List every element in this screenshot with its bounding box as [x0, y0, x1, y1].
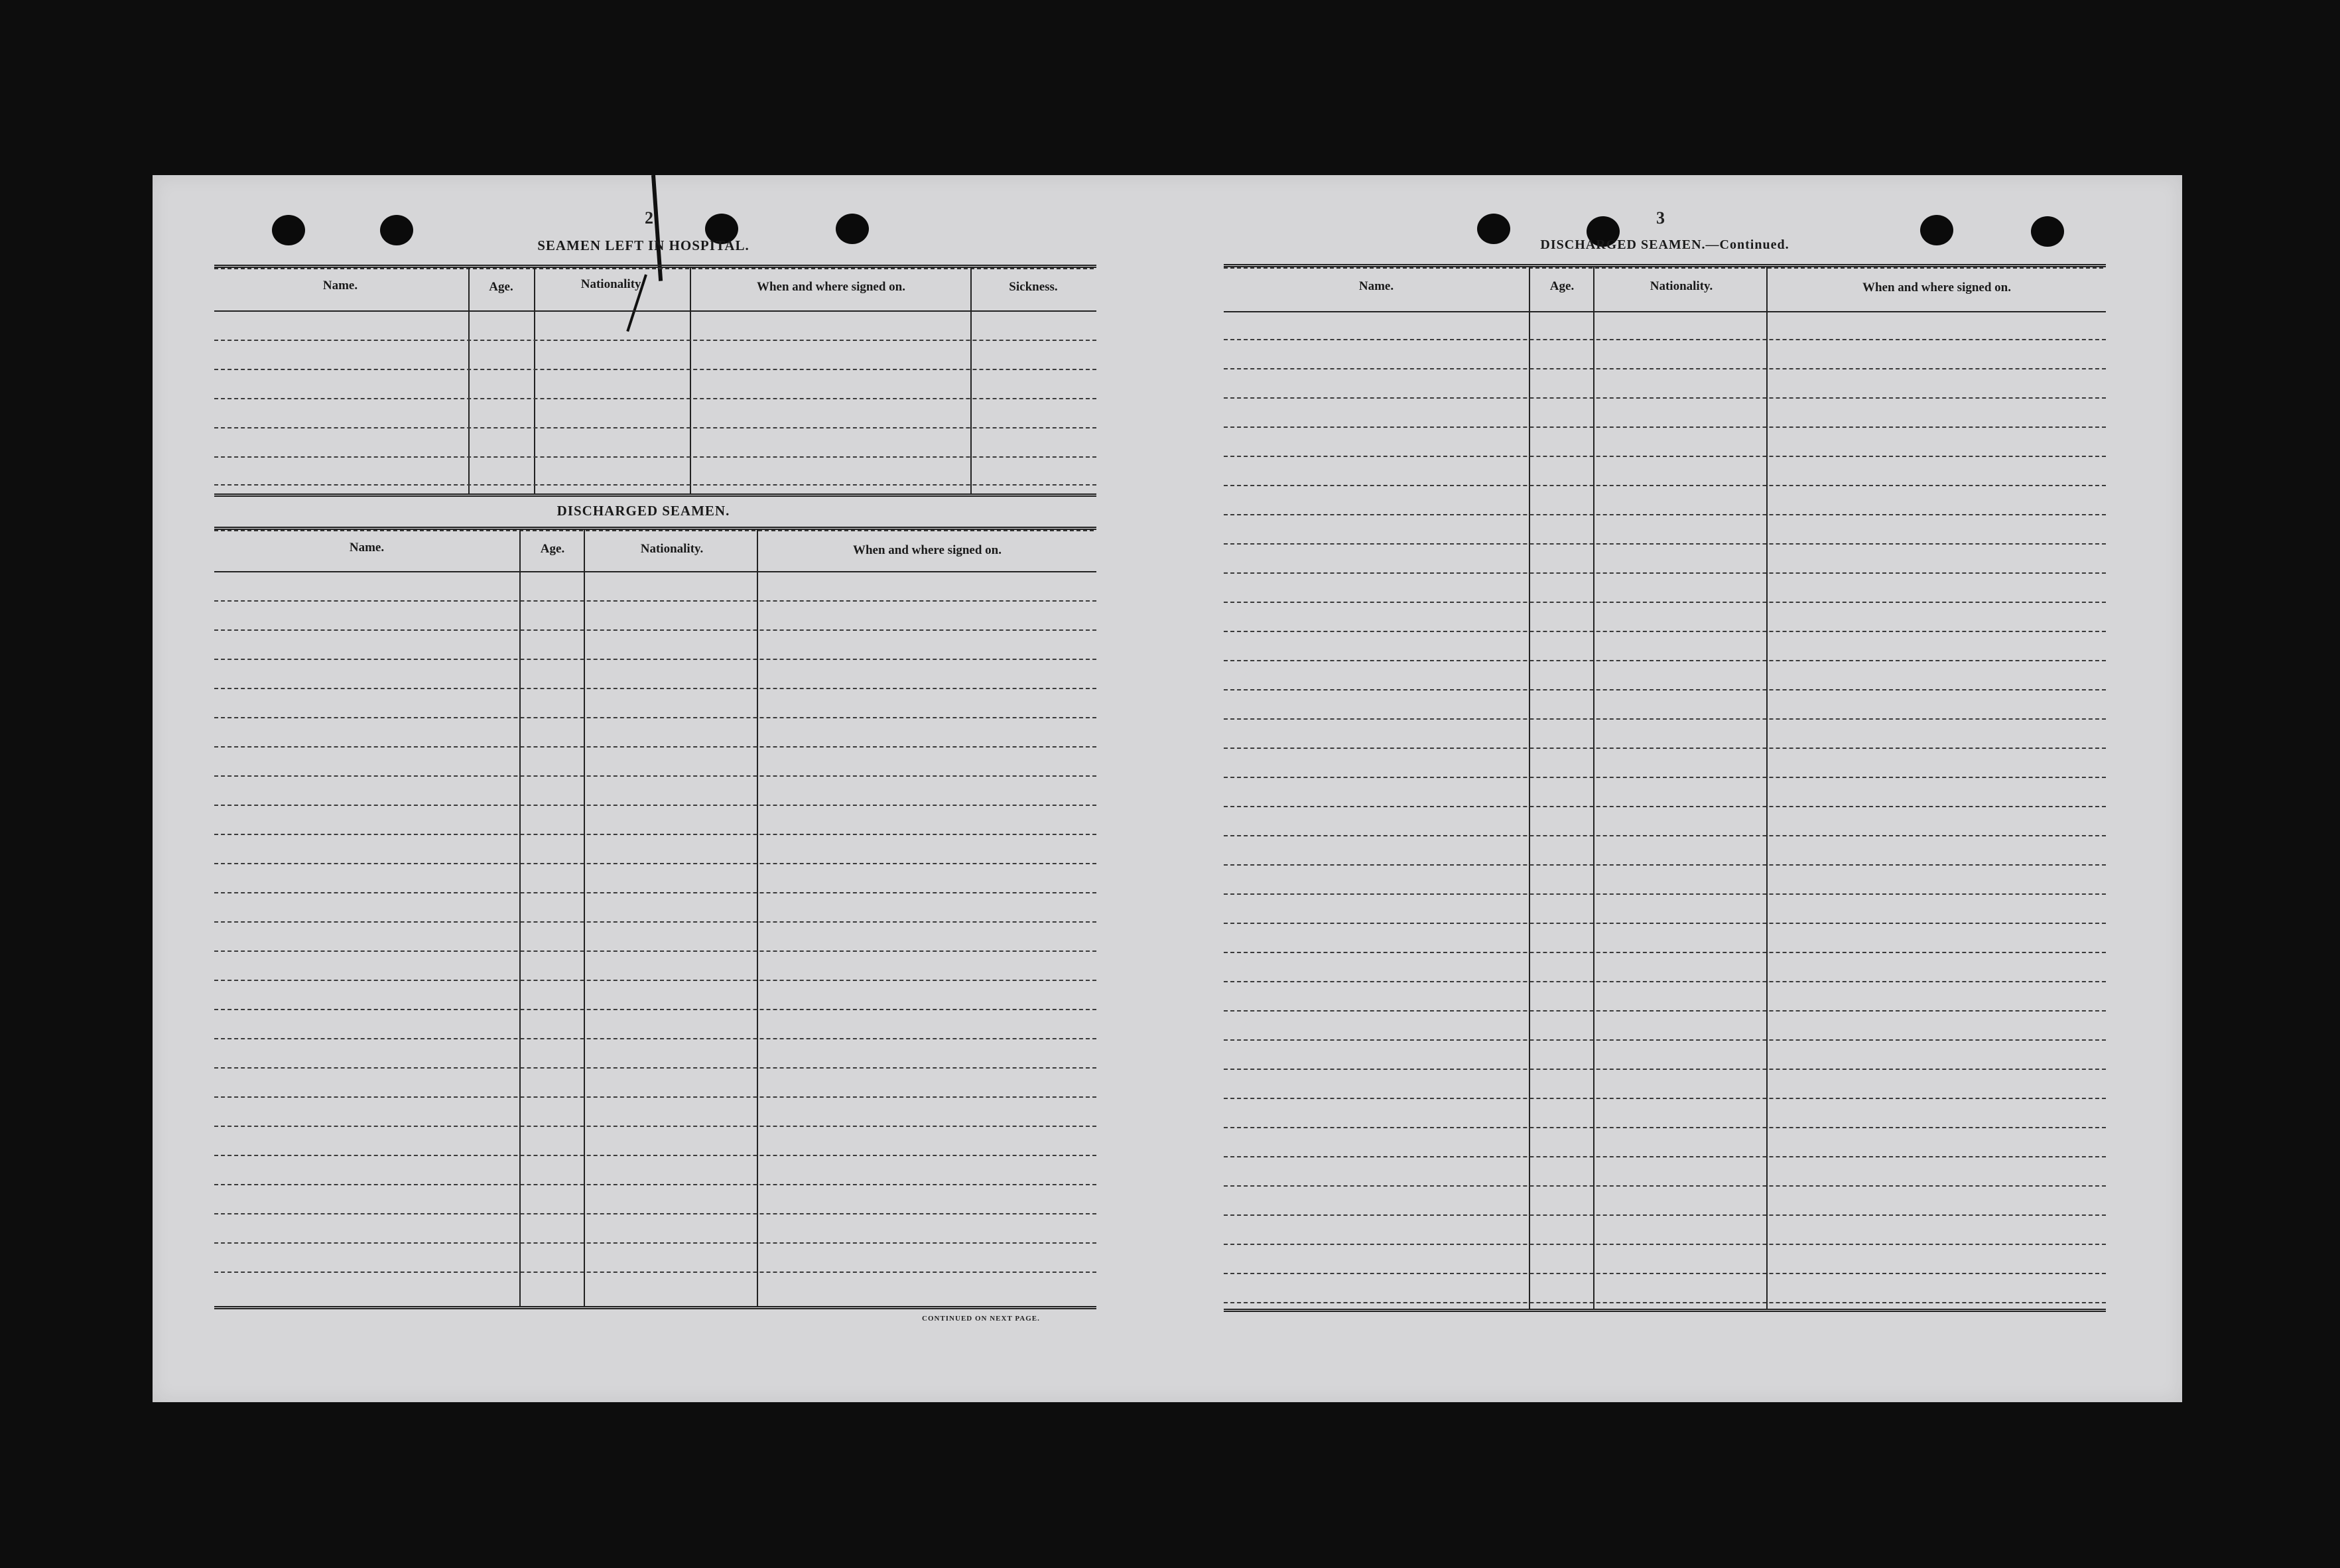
- entry-line: [214, 659, 1096, 660]
- entry-line: [1224, 1244, 2106, 1245]
- punch-hole: [2031, 216, 2064, 247]
- entry-line: [214, 1067, 1096, 1069]
- entry-line: [1224, 1214, 2106, 1216]
- column-divider: [970, 268, 972, 493]
- entry-line: [1224, 1127, 2106, 1128]
- discharged-continued-title: DISCHARGED SEAMEN.—Continued.: [1540, 237, 1789, 252]
- entry-line: [1224, 426, 2106, 428]
- column-header-nationality: Nationality.: [1650, 279, 1713, 293]
- column-header-signed-on: When and where signed on.: [852, 543, 1002, 557]
- entry-line: [214, 1184, 1096, 1185]
- entry-line: [214, 775, 1096, 777]
- entry-line: [214, 746, 1096, 748]
- entry-line: [1224, 1039, 2106, 1041]
- column-header-signed-on: When and where signed on.: [756, 280, 905, 294]
- entry-line: [214, 717, 1096, 718]
- entry-line: [1224, 748, 2106, 749]
- entry-line: [1224, 981, 2106, 982]
- page-number-left: 2: [645, 208, 653, 228]
- column-divider: [1593, 267, 1594, 1309]
- entry-line: [1224, 864, 2106, 866]
- punch-hole: [380, 215, 413, 245]
- entry-line: [214, 1126, 1096, 1127]
- column-header-nationality: Nationality.: [580, 277, 644, 291]
- entry-line: [214, 950, 1096, 952]
- entry-line: [214, 805, 1096, 806]
- entry-line: [1224, 952, 2106, 953]
- entry-line: [1224, 485, 2106, 486]
- entry-line: [214, 600, 1096, 602]
- punch-hole: [1920, 215, 1953, 245]
- entry-line: [1224, 456, 2106, 457]
- entry-line: [1224, 514, 2106, 515]
- entry-line: [1224, 718, 2106, 720]
- entry-line: [214, 1242, 1096, 1244]
- entry-line: [1224, 1273, 2106, 1274]
- column-header-name: Name.: [322, 279, 358, 293]
- column-divider: [690, 268, 691, 493]
- hospital-table: [214, 265, 1096, 497]
- column-header-name: Name.: [349, 541, 385, 555]
- entry-line: [1224, 339, 2106, 340]
- entry-line: [214, 1272, 1096, 1273]
- column-divider: [1529, 267, 1530, 1309]
- entry-line: [214, 921, 1096, 923]
- entry-line: [1224, 1302, 2106, 1303]
- entry-line: [214, 456, 1096, 458]
- discharged-continued-table: [1224, 264, 2106, 1312]
- entry-line: [1224, 893, 2106, 895]
- entry-line: [214, 484, 1096, 486]
- column-header-signed-on: When and where signed on.: [1862, 281, 2011, 294]
- entry-line: [214, 369, 1096, 370]
- entry-line: [1224, 631, 2106, 632]
- header-rule: [214, 571, 1096, 572]
- column-header-age: Age.: [540, 542, 565, 556]
- continued-note: CONTINUED ON NEXT PAGE.: [922, 1315, 1040, 1323]
- entry-line: [214, 863, 1096, 864]
- page-number-right: 3: [1656, 208, 1665, 228]
- header-rule: [1224, 311, 2106, 312]
- entry-line: [214, 688, 1096, 689]
- entry-line: [214, 1213, 1096, 1214]
- column-divider: [468, 268, 470, 493]
- column-header-age: Age.: [489, 280, 513, 294]
- entry-line: [1224, 660, 2106, 661]
- entry-line: [1224, 923, 2106, 924]
- entry-line: [1224, 1069, 2106, 1070]
- column-header-nationality: Nationality.: [640, 542, 704, 556]
- entry-line: [214, 398, 1096, 399]
- column-header-sickness: Sickness.: [1009, 280, 1058, 294]
- entry-line: [1224, 1010, 2106, 1012]
- entry-line: [214, 1155, 1096, 1156]
- entry-line: [214, 834, 1096, 835]
- entry-line: [214, 1009, 1096, 1010]
- header-rule: [214, 310, 1096, 312]
- entry-line: [214, 629, 1096, 631]
- entry-line: [1224, 1098, 2106, 1099]
- entry-line: [214, 1096, 1096, 1098]
- column-header-age: Age.: [1549, 279, 1575, 293]
- discharged-table: [214, 527, 1096, 1309]
- entry-line: [214, 427, 1096, 428]
- hospital-section-title: SEAMEN LEFT IN HOSPITAL.: [537, 237, 749, 253]
- entry-line: [1224, 368, 2106, 369]
- entry-line: [214, 892, 1096, 893]
- entry-line: [1224, 689, 2106, 690]
- entry-line: [1224, 835, 2106, 836]
- entry-line: [1224, 1156, 2106, 1157]
- document-sheet: [153, 175, 2182, 1402]
- entry-line: [1224, 777, 2106, 778]
- entry-line: [1224, 1185, 2106, 1187]
- punch-hole: [836, 214, 869, 244]
- entry-line: [1224, 806, 2106, 807]
- entry-line: [1224, 602, 2106, 603]
- entry-line: [214, 1038, 1096, 1039]
- entry-line: [1224, 572, 2106, 574]
- column-divider: [757, 530, 758, 1306]
- column-header-name: Name.: [1358, 279, 1394, 293]
- entry-line: [1224, 543, 2106, 545]
- column-divider: [519, 530, 521, 1306]
- entry-line: [214, 980, 1096, 981]
- column-divider: [1766, 267, 1768, 1309]
- entry-line: [214, 340, 1096, 341]
- column-divider: [584, 530, 585, 1306]
- entry-line: [1224, 397, 2106, 399]
- column-divider: [534, 268, 535, 493]
- punch-hole: [272, 215, 305, 245]
- discharged-section-title: DISCHARGED SEAMEN.: [556, 503, 730, 519]
